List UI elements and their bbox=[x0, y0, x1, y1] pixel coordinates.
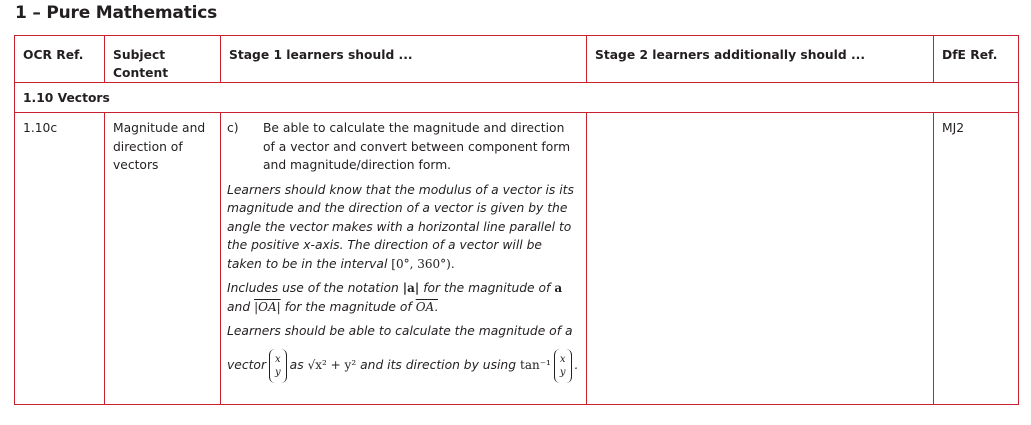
magnitude-a-symbol: |a| bbox=[402, 281, 420, 295]
header-ocr-ref: OCR Ref. bbox=[15, 36, 105, 83]
header-stage2: Stage 2 learners additionally should ... bbox=[587, 36, 934, 83]
vector-word: vector bbox=[227, 358, 267, 373]
note-notation-text-2: for the magnitude of bbox=[423, 281, 551, 295]
group-label: 1.10 Vectors bbox=[15, 83, 1019, 113]
magnitude-oa-symbol: |OA| bbox=[254, 299, 281, 314]
section-title: 1 – Pure Mathematics bbox=[15, 3, 218, 23]
table-row bbox=[15, 113, 1019, 405]
vector-a-symbol: a bbox=[554, 281, 563, 295]
formula-end: . bbox=[574, 358, 579, 373]
vector-x-2: x bbox=[559, 353, 566, 365]
vector-y: y bbox=[275, 366, 281, 378]
cell-ocr-ref: 1.10c bbox=[15, 113, 105, 405]
column-vector bbox=[269, 349, 287, 383]
cell-stage1 bbox=[221, 113, 587, 405]
learning-item bbox=[227, 119, 580, 175]
vector-formula bbox=[227, 349, 580, 383]
note-notation bbox=[227, 279, 580, 316]
header-dfe-ref: DfE Ref. bbox=[934, 36, 1019, 83]
header-subject-content: Subject Content bbox=[105, 36, 221, 83]
note-notation-text: Includes use of the notation bbox=[227, 281, 399, 295]
item-letter: c) bbox=[227, 121, 239, 135]
header-row bbox=[15, 36, 1019, 83]
cell-stage2 bbox=[587, 113, 934, 405]
vector-oa-symbol: OA. bbox=[415, 299, 439, 314]
note-modulus bbox=[227, 181, 580, 274]
note-calculate: Learners should be able to calculate the magnitude of a bbox=[227, 324, 573, 338]
tan-inverse: tan⁻¹ bbox=[520, 358, 551, 373]
cell-subject-content: Magnitude and direction of vectors bbox=[105, 113, 221, 405]
spec-table bbox=[14, 35, 1019, 405]
column-vector-tan bbox=[554, 349, 572, 383]
interval-notation: [0°, 360°). bbox=[391, 256, 455, 271]
note-notation-text-3: for the magnitude of bbox=[284, 299, 412, 314]
sqrt-expression: √x² + y² bbox=[307, 358, 357, 373]
vector-x: x bbox=[275, 353, 281, 365]
note-modulus-text: Learners should know that the modulus of a vector is its magnitude and the direction of a vector is given by the angle the vector makes with a horizontal line parallel to the positive x-axis. The direction of a vector will be taken to be in the interval bbox=[227, 182, 574, 271]
vector-y-2: y bbox=[559, 366, 566, 378]
group-row bbox=[15, 83, 1019, 113]
vector-direction-text: and its direction by using bbox=[360, 358, 516, 373]
cell-dfe-ref: MJ2 bbox=[934, 113, 1019, 405]
item-text: Be able to calculate the magnitude and direction of a vector and convert between component form and magnitude/direction form. bbox=[263, 121, 571, 172]
note-notation-and: and bbox=[227, 299, 251, 314]
header-stage1: Stage 1 learners should ... bbox=[221, 36, 587, 83]
vector-as: as bbox=[289, 358, 304, 373]
